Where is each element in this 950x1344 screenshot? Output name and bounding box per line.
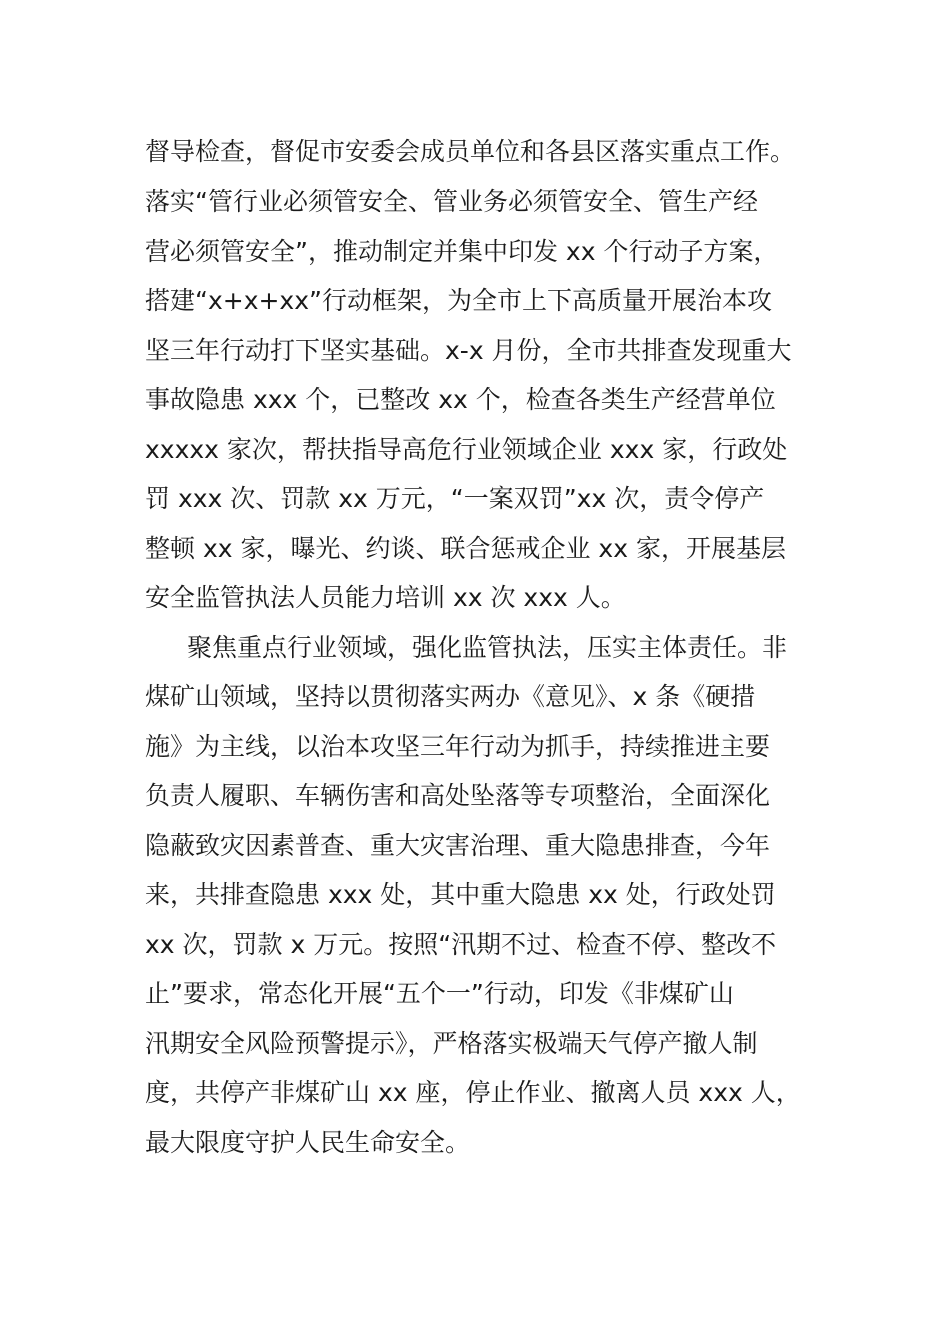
paragraph-line: 汛期安全风险预警提示》，严格落实极端天气停产撤人制	[145, 1029, 758, 1058]
paragraph-line: 督导检查，督促市安委会成员单位和各县区落实重点工作。	[145, 137, 796, 166]
paragraph-line: 施》为主线，以治本攻坚三年行动为抓手，持续推进主要	[145, 732, 771, 761]
paragraph-line: xxxxx 家次，帮扶指导高危行业领域企业 xxx 家，行政处	[145, 435, 788, 464]
paragraph-line: 罚 xxx 次、罚款 xx 万元，“一案双罚”xx 次，责令停产	[145, 484, 765, 513]
paragraph-line: 搭建“x+x+xx”行动框架，为全市上下高质量开展治本攻	[145, 286, 772, 315]
paragraph-line: 最大限度守护人民生命安全。	[145, 1128, 471, 1157]
paragraph-line: xx 次，罚款 x 万元。按照“汛期不过、检查不停、整改不	[145, 930, 777, 959]
paragraph-line: 整顿 xx 家，曝光、约谈、联合惩戒企业 xx 家，开展基层	[145, 534, 786, 563]
paragraph-line: 来，共排查隐患 xxx 处，其中重大隐患 xx 处，行政处罚	[145, 880, 776, 909]
paragraph-first-line: 聚焦重点行业领域，强化监管执法，压实主体责任。非	[187, 633, 788, 662]
paragraph-line: 坚三年行动打下坚实基础。x-x 月份，全市共排查发现重大	[145, 336, 792, 365]
paragraph-line: 事故隐患 xxx 个，已整改 xx 个，检查各类生产经营单位	[145, 385, 776, 414]
paragraph-line: 隐蔽致灾因素普查、重大灾害治理、重大隐患排查，今年	[145, 831, 771, 860]
paragraph-line: 安全监管执法人员能力培训 xx 次 xxx 人。	[145, 583, 626, 612]
paragraph-line: 负责人履职、车辆伤害和高处坠落等专项整治，全面深化	[145, 781, 771, 810]
paragraph-line: 营必须管安全”，推动制定并集中印发 xx 个行动子方案，	[145, 237, 779, 266]
paragraph-line: 度，共停产非煤矿山 xx 座，停止作业、撤离人员 xxx 人，	[145, 1078, 801, 1107]
paragraph-line: 止”要求，常态化开展“五个一”行动，印发《非煤矿山	[145, 979, 734, 1008]
paragraph-line: 煤矿山领域，坚持以贯彻落实两办《意见》、x 条《硬措	[145, 682, 756, 711]
paragraph-line: 落实“管行业必须管安全、管业务必须管安全、管生产经	[145, 187, 758, 216]
